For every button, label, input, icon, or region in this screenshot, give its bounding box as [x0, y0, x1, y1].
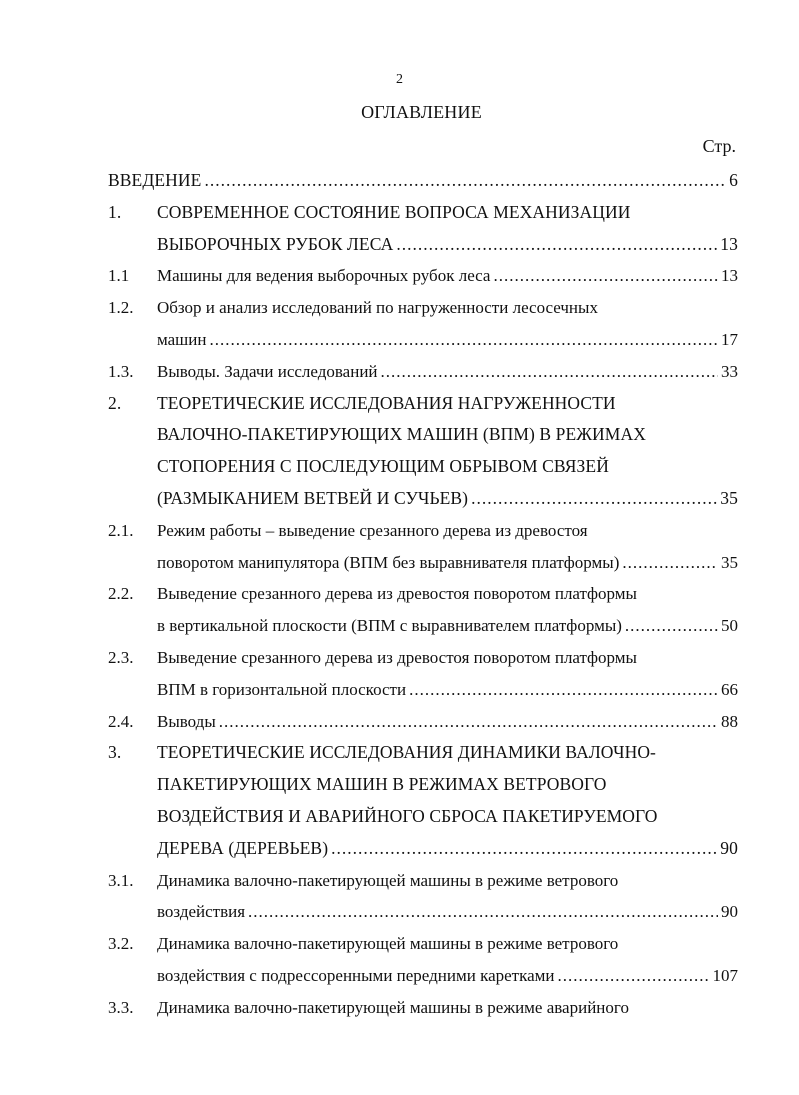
- toc-entry-text: Выводы. Задачи исследований: [157, 361, 378, 381]
- toc-entry-text: ВЫБОРОЧНЫХ РУБОК ЛЕСА: [157, 233, 394, 254]
- dot-leader: [409, 674, 718, 706]
- toc-entry-page: 13: [721, 266, 738, 286]
- dot-leader: [248, 896, 718, 928]
- toc-entry-number: 1.3.: [108, 361, 134, 381]
- toc-entry-text: Динамика валочно-пакетирующей машины в режиме ветрового: [157, 870, 619, 890]
- toc-entry-text: ДЕРЕВА (ДЕРЕВЬЕВ): [157, 837, 329, 858]
- toc-entry-number: 1.: [108, 201, 122, 222]
- toc-entry: [108, 165, 738, 197]
- toc-entry-number: 2.4.: [108, 711, 134, 731]
- pages-column-label: Стр.: [702, 136, 736, 156]
- toc-entry-line: [108, 801, 738, 833]
- toc-entry-line: [108, 833, 738, 865]
- toc-entry-line: [108, 865, 738, 897]
- toc-entry-line: [108, 197, 738, 229]
- toc-entry-line: [108, 515, 738, 547]
- toc-entry: [108, 992, 738, 1024]
- toc-entry: [108, 197, 738, 261]
- toc-entry-line: [108, 896, 738, 928]
- toc-entry: [108, 642, 738, 706]
- toc-entry-text: (РАЗМЫКАНИЕМ ВЕТВЕЙ И СУЧЬЕВ): [157, 487, 469, 508]
- toc-entry-text: в вертикальной плоскости (ВПМ с выравнивателем платформы): [157, 616, 622, 636]
- toc-entry: [108, 356, 738, 388]
- toc-entry-line: [108, 928, 738, 960]
- toc-entry: [108, 928, 738, 992]
- toc-entry-line: [108, 260, 738, 292]
- toc-entry-number: 2.2.: [108, 584, 134, 604]
- toc-entry-text: Обзор и анализ исследований по нагруженности лесосечных: [157, 298, 598, 318]
- toc-entry-page: 90: [720, 837, 738, 858]
- toc-entry-line: [108, 674, 738, 706]
- toc-entry-page: 35: [720, 487, 738, 508]
- toc-entry-page: 33: [721, 361, 738, 381]
- toc-entry-text: Машины для ведения выборочных рубок леса: [157, 266, 491, 286]
- toc-entry-line: [108, 324, 738, 356]
- toc-entry-line: [108, 229, 738, 261]
- toc-entry-number: 2.: [108, 392, 122, 413]
- toc-entry-line: [108, 642, 738, 674]
- toc-entry: [108, 388, 738, 515]
- toc-entry-number: 1.1: [108, 266, 130, 286]
- toc-entry-line: [108, 165, 738, 197]
- toc-entry-page: 13: [720, 233, 738, 254]
- toc-entry-page: 50: [721, 616, 738, 636]
- toc-entry-page: 88: [721, 711, 738, 731]
- toc-entry-line: [108, 547, 738, 579]
- toc-entry: [108, 578, 738, 642]
- toc-entry-page: 66: [721, 679, 738, 699]
- toc-entry-text: машин: [157, 329, 207, 349]
- toc-entry-number: 2.3.: [108, 647, 134, 667]
- page-number: 2: [396, 72, 403, 87]
- toc-entry: [108, 737, 738, 864]
- table-of-contents: [108, 165, 738, 1024]
- toc-entry-line: [108, 419, 738, 451]
- dot-leader: [381, 356, 718, 388]
- toc-entry-text: ТЕОРЕТИЧЕСКИЕ ИССЛЕДОВАНИЯ ДИНАМИКИ ВАЛОЧНО-: [157, 742, 656, 763]
- toc-entry-line: [108, 706, 738, 738]
- toc-entry-text: Выведение срезанного дерева из древостоя поворотом платформы: [157, 584, 637, 604]
- toc-entry-line: [108, 737, 738, 769]
- toc-entry-text: ВАЛОЧНО-ПАКЕТИРУЮЩИХ МАШИН (ВПМ) В РЕЖИМАХ: [157, 424, 646, 445]
- toc-entry-text: ВПМ в горизонтальной плоскости: [157, 679, 407, 699]
- dot-leader: [396, 229, 717, 261]
- toc-entry-text: поворотом манипулятора (ВПМ без выравнивателя платформы): [157, 552, 620, 572]
- toc-entry: [108, 515, 738, 579]
- toc-entry-line: [108, 292, 738, 324]
- toc-entry-text: Динамика валочно-пакетирующей машины в режиме аварийного: [157, 997, 629, 1017]
- toc-entry-text: Выводы: [157, 711, 216, 731]
- toc-entry-text: ТЕОРЕТИЧЕСКИЕ ИССЛЕДОВАНИЯ НАГРУЖЕННОСТИ: [157, 392, 616, 413]
- dot-leader: [558, 960, 710, 992]
- toc-entry-text: ВВЕДЕНИЕ: [108, 170, 202, 190]
- dot-leader: [219, 706, 718, 738]
- toc-entry-page: 35: [721, 552, 738, 572]
- toc-entry-line: [108, 356, 738, 388]
- toc-entry: [108, 260, 738, 292]
- dot-leader: [471, 483, 717, 515]
- toc-entry-line: [108, 610, 738, 642]
- toc-entry: [108, 706, 738, 738]
- toc-entry-line: [108, 483, 738, 515]
- toc-entry-number: 3.1.: [108, 870, 134, 890]
- toc-entry-number: 2.1.: [108, 520, 134, 540]
- toc-entry-line: [108, 451, 738, 483]
- toc-entry-page: 17: [721, 329, 738, 349]
- toc-entry-number: 1.2.: [108, 298, 134, 318]
- toc-entry-text: СТОПОРЕНИЯ С ПОСЛЕДУЮЩИМ ОБРЫВОМ СВЯЗЕЙ: [157, 456, 609, 477]
- toc-entry-text: воздействия: [157, 902, 246, 922]
- toc-entry-line: [108, 960, 738, 992]
- dot-leader: [622, 547, 718, 579]
- toc-entry-line: [108, 992, 738, 1024]
- toc-entry-page: 6: [729, 170, 738, 190]
- toc-entry-text: Режим работы – выведение срезанного дерева из древостоя: [157, 520, 588, 540]
- toc-entry-text: Динамика валочно-пакетирующей машины в режиме ветрового: [157, 934, 619, 954]
- toc-entry-text: ВОЗДЕЙСТВИЯ И АВАРИЙНОГО СБРОСА ПАКЕТИРУЕМОГО: [157, 805, 658, 826]
- toc-entry: [108, 865, 738, 929]
- toc-entry-page: 107: [712, 965, 738, 985]
- toc-entry-text: ПАКЕТИРУЮЩИХ МАШИН В РЕЖИМАХ ВЕТРОВОГО: [157, 774, 607, 795]
- dot-leader: [209, 324, 718, 356]
- dot-leader: [493, 260, 718, 292]
- toc-entry-number: 3.3.: [108, 997, 134, 1017]
- toc-entry-line: [108, 388, 738, 420]
- toc-entry-line: [108, 769, 738, 801]
- toc-entry: [108, 292, 738, 356]
- dot-leader: [204, 165, 726, 197]
- toc-entry-number: 3.2.: [108, 934, 134, 954]
- dot-leader: [625, 610, 718, 642]
- dot-leader: [331, 833, 717, 865]
- toc-entry-text: СОВРЕМЕННОЕ СОСТОЯНИЕ ВОПРОСА МЕХАНИЗАЦИИ: [157, 201, 631, 222]
- toc-entry-line: [108, 578, 738, 610]
- toc-entry-text: Выведение срезанного дерева из древостоя поворотом платформы: [157, 647, 637, 667]
- toc-entry-text: воздействия с подрессоренными передними каретками: [157, 965, 555, 985]
- toc-title: ОГЛАВЛЕНИЕ: [361, 102, 482, 122]
- toc-entry-page: 90: [721, 902, 738, 922]
- toc-entry-number: 3.: [108, 742, 122, 763]
